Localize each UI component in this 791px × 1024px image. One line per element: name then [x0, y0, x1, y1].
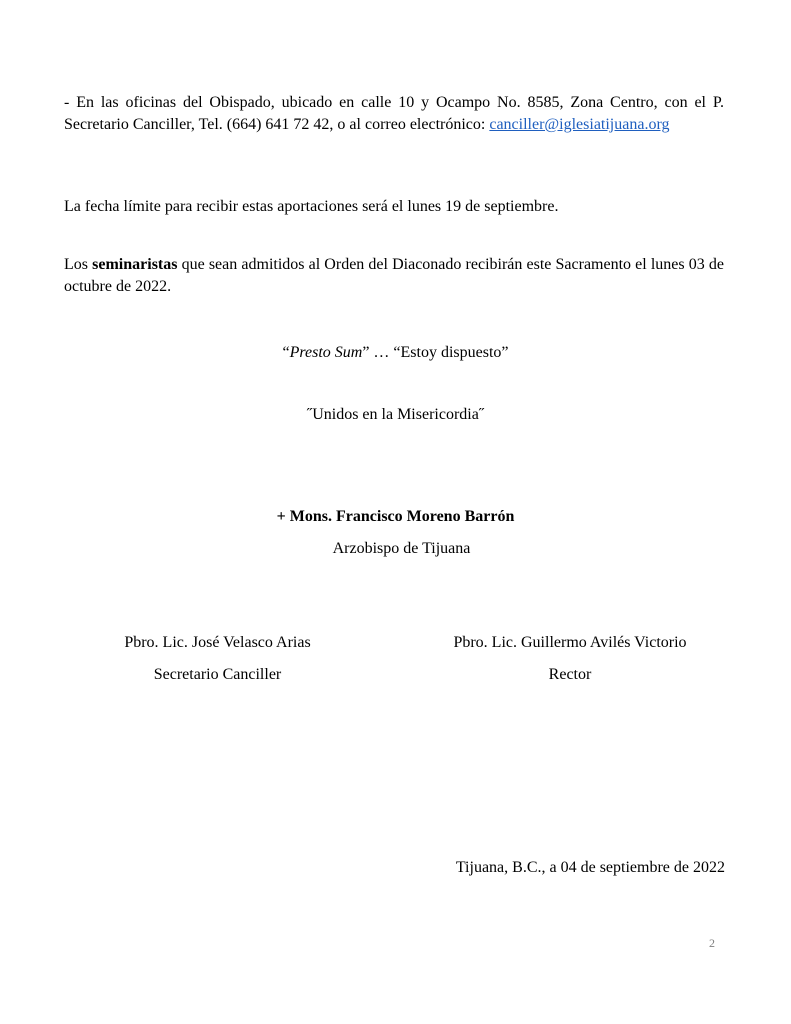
ordination-suffix: que sean admitidos al Orden del Diaconado recibirán este Sacramento el lunes 03 de octubre de 2022. — [64, 256, 725, 295]
motto-latin: Presto Sum — [289, 344, 363, 361]
motto-translation: ” … “Estoy dispuesto” — [362, 344, 509, 361]
deadline-paragraph: La fecha límite para recibir estas aportaciones será el lunes 19 de septiembre. — [64, 198, 559, 215]
place-and-date: Tijuana, B.C., a 04 de septiembre de 2022 — [455, 859, 725, 876]
signatory-left-role: Secretario Canciller — [153, 666, 282, 683]
motto-presto-sum — [0, 342, 791, 364]
email-link[interactable]: canciller@iglesiatijuana.org — [489, 116, 670, 133]
signatory-right-name: Pbro. Lic. Guillermo Avilés Victorio — [453, 634, 687, 651]
motto-open-quote: “ — [282, 344, 290, 361]
page-number: 2 — [709, 936, 715, 950]
ordination-paragraph — [64, 254, 724, 298]
signatory-left-name: Pbro. Lic. José Velasco Arias — [124, 634, 311, 651]
motto-unidos: ˝Unidos en la Misericordia˝ — [306, 406, 485, 423]
signatory-right-role: Rector — [548, 666, 592, 683]
seminarians-bold: seminaristas — [92, 256, 178, 273]
bishop-name: + Mons. Francisco Moreno Barrón — [276, 508, 515, 525]
contact-paragraph — [64, 92, 724, 136]
bishop-title: Arzobispo de Tijuana — [332, 540, 471, 557]
ordination-prefix: Los — [64, 256, 93, 273]
contact-text: - En las oficinas del Obispado, ubicado en calle 10 y Ocampo No. 8585, Zona Centro, con el P. Secretario Canciller, Tel. (664) 641 72 42, o al correo electrónico: — [64, 94, 724, 133]
